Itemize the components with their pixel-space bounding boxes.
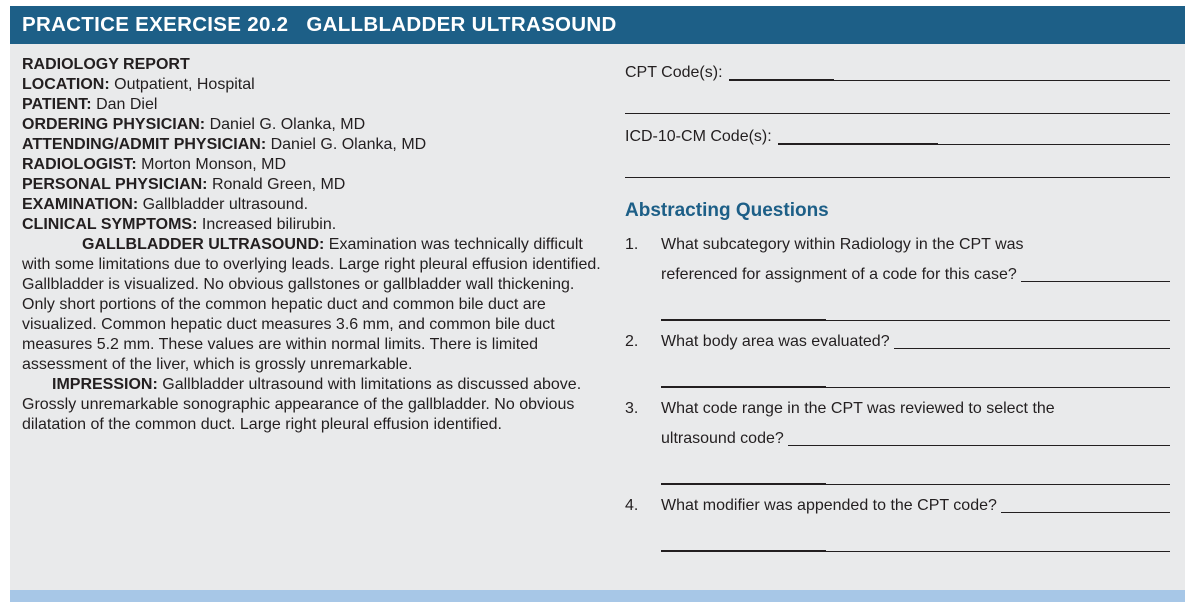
coding-worksheet [625, 54, 1170, 558]
question-1: 1. What subcategory within Radiology in the CPT was referenced for assignment of a code for this case? [625, 230, 1170, 321]
question-4: 4. What modifier was appended to the CPT code? [625, 491, 1170, 552]
report-field-attending-physician: ATTENDING/ADMIT PHYSICIAN: Daniel G. Olanka, MD [22, 136, 427, 153]
report-field-clinical-symptoms: CLINICAL SYMPTOMS: Increased bilirubin. [22, 216, 337, 233]
report-heading: RADIOLOGY REPORT [22, 56, 190, 73]
answer-field-3-extra[interactable] [661, 454, 1170, 485]
impression-label: IMPRESSION: [52, 376, 158, 393]
answer-field-4[interactable] [1001, 512, 1170, 513]
icd-code-field[interactable] [778, 144, 1170, 145]
exercise-header [10, 6, 1185, 44]
report-field-location: LOCATION: Outpatient, Hospital [22, 76, 255, 93]
findings-label: GALLBLADDER ULTRASOUND: [82, 236, 325, 253]
exercise-panel [10, 6, 1185, 602]
cpt-code-label: CPT Code(s): [625, 64, 723, 81]
cpt-code-field[interactable] [729, 80, 1170, 81]
exercise-number: PRACTICE EXERCISE 20.2 [22, 13, 289, 36]
icd-code-row [625, 118, 1170, 149]
bottom-accent-bar [10, 590, 1185, 602]
report-field-ordering-physician: ORDERING PHYSICIAN: Daniel G. Olanka, MD [22, 116, 366, 133]
answer-field-1-extra[interactable] [661, 290, 1170, 321]
impression-text: Gallbladder ultrasound with limitations as discussed above. Grossly unremarkable sonographic appearance of the gallbladder. No obvious dilatation of the common duct. Large right pleural effusion identified. [22, 376, 582, 433]
answer-field-2[interactable] [894, 348, 1170, 349]
findings-text: Examination was technically difficult with some limitations due to overlying leads. Large right pleural effusion identified. Gallbladder is visualized. No obvious gallstones or gallbladder wall thickening. Only short portions of the common hepatic duct and common bile duct are visualized. Common hepatic duct measures 3.6 mm, and common bile duct measures 5.2 mm. These values are within normal limits. There is limited assessment of the liver, which is grossly unremarkable. [22, 236, 601, 373]
radiology-report [22, 55, 602, 435]
report-field-examination: EXAMINATION: Gallbladder ultrasound. [22, 196, 309, 213]
report-field-personal-physician: PERSONAL PHYSICIAN: Ronald Green, MD [22, 176, 346, 193]
exercise-title: GALLBLADDER ULTRASOUND [306, 13, 617, 36]
cpt-code-field-extra[interactable] [625, 85, 1170, 114]
question-2: 2. What body area was evaluated? [625, 327, 1170, 388]
question-3: 3. What code range in the CPT was reviewed to select the ultrasound code? [625, 394, 1170, 485]
questions-list [625, 230, 1170, 552]
abstracting-questions-title: Abstracting Questions [625, 200, 829, 221]
report-impression [22, 375, 602, 435]
report-field-radiologist: RADIOLOGIST: Morton Monson, MD [22, 156, 287, 173]
answer-field-2-extra[interactable] [661, 357, 1170, 388]
answer-field-4-extra[interactable] [661, 521, 1170, 552]
icd-code-field-extra[interactable] [625, 149, 1170, 178]
report-field-patient: PATIENT: Dan Diel [22, 96, 158, 113]
report-findings [22, 235, 602, 375]
answer-field-1[interactable] [1021, 281, 1170, 282]
answer-field-3[interactable] [788, 445, 1170, 446]
cpt-code-row [625, 54, 1170, 85]
icd-code-label: ICD-10-CM Code(s): [625, 128, 772, 145]
